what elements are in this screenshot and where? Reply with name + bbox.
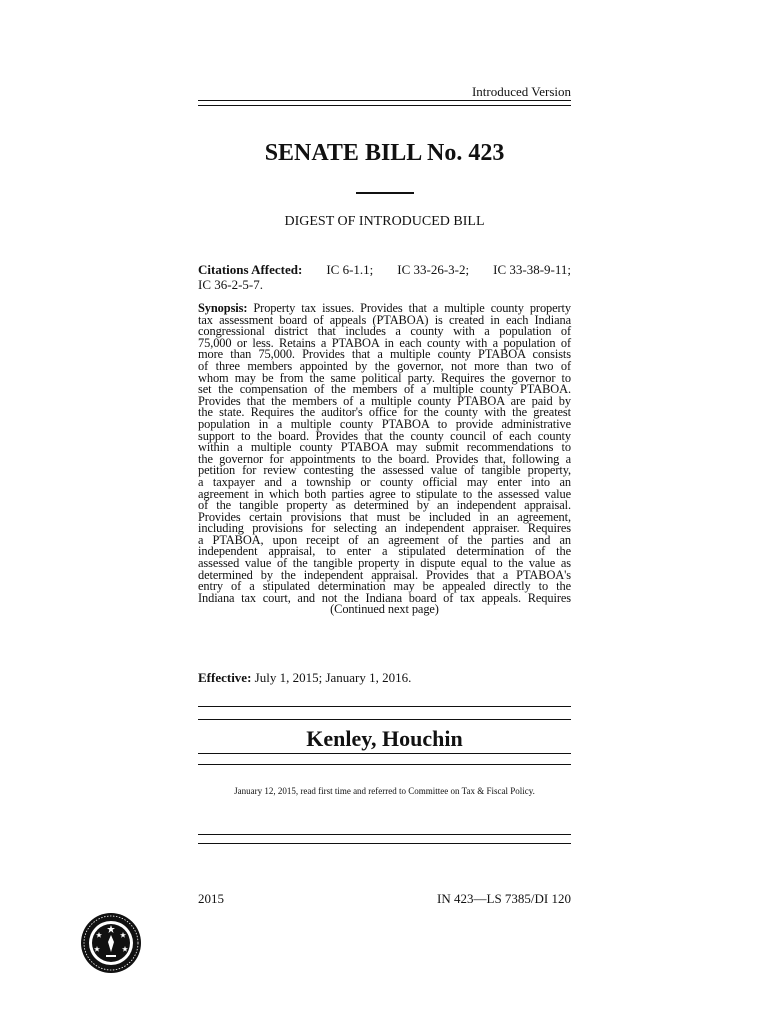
- header-rule-bottom: [198, 105, 571, 106]
- synopsis-line: a PTABOA, upon receipt of an agreement of the parties and an: [198, 532, 571, 547]
- synopsis-line: including provisions for selecting an independent appraiser. Requires: [198, 521, 571, 536]
- synopsis-line: entry of a stipulated determination may be appealed directly to the: [198, 579, 571, 594]
- version-label: Introduced Version: [471, 84, 571, 99]
- indiana-state-seal-icon: [80, 912, 142, 974]
- citation-4: IC 36-2-5-7.: [198, 277, 263, 292]
- authors-rule-4: [198, 764, 571, 765]
- effective-label: Effective:: [198, 670, 252, 685]
- digest-heading: DIGEST OF INTRODUCED BILL: [284, 214, 485, 229]
- synopsis-line: Provides certain provisions that must be included in an agreement,: [198, 509, 571, 524]
- synopsis-line-text: Property tax issues. Provides that a multiple county property: [247, 301, 571, 315]
- synopsis-label: Synopsis:: [198, 301, 248, 315]
- synopsis-line: the governor for appointments to the board. Provides that, following a: [198, 451, 571, 466]
- bill-title: SENATE BILL No. 423: [264, 140, 505, 166]
- synopsis-line: set the compensation of the members of a multiple county PTABOA.: [198, 382, 571, 397]
- synopsis-line: of three members appointed by the governor, not more than two of: [198, 358, 571, 373]
- synopsis-line: Indiana tax court, and not the Indiana board of tax appeals. Requires: [198, 590, 571, 605]
- synopsis-line: tax assessment board of appeals (PTABOA) is created in each Indiana: [198, 312, 571, 327]
- effective-value: July 1, 2015; January 1, 2016.: [254, 670, 412, 685]
- bill-authors: Kenley, Houchin: [306, 726, 463, 751]
- synopsis-line: Provides that the members of a multiple county PTABOA are paid by: [198, 393, 571, 408]
- title-underline: [356, 192, 414, 194]
- synopsis-line: 75,000 or less. Retains a PTABOA in each county with a population of: [198, 335, 571, 350]
- citations-label: Citations Affected:: [198, 262, 303, 277]
- authors-rule-3: [198, 753, 571, 754]
- synopsis-line: more than 75,000. Provides that a multiple county PTABOA consists: [198, 347, 571, 362]
- synopsis-line: congressional district that includes a county with a population of: [198, 324, 571, 339]
- session-year: 2015: [198, 891, 224, 906]
- synopsis-line: population in a multiple county PTABOA to provide administrative: [198, 416, 571, 431]
- synopsis-line: a taxpayer and a township or county official may enter into an: [198, 474, 571, 489]
- synopsis-line: petition for review contesting the assessed value of tangible property,: [198, 463, 571, 478]
- seal-graphic: [80, 912, 142, 974]
- citations-affected: [198, 262, 571, 292]
- effective-dates: [198, 670, 571, 686]
- synopsis-line: support to the board. Provides that the county council of each county: [198, 428, 571, 443]
- referral-note: January 12, 2015, read first time and referred to Committee on Tax & Fiscal Policy.: [234, 786, 535, 796]
- continued-note: (Continued next page): [330, 602, 439, 617]
- synopsis-line: within a multiple county PTABOA may submit recommendations to: [198, 440, 571, 455]
- synopsis-line: determined by the independent appraisal. Provides that a PTABOA's: [198, 567, 571, 582]
- synopsis-line: independent appraisal, to enter a stipulated determination of the: [198, 544, 571, 559]
- footer-rule-bottom: [198, 843, 571, 844]
- citation-2: IC 33-26-3-2;: [397, 262, 470, 277]
- authors-rule-1: [198, 706, 571, 707]
- synopsis-line: assessed value of the tangible property in dispute equal to the value as: [198, 556, 571, 571]
- authors-rule-2: [198, 719, 571, 720]
- header-rule-top: [198, 100, 571, 101]
- citation-1: IC 6-1.1;: [326, 262, 374, 277]
- document-number: IN 423—LS 7385/DI 120: [437, 891, 571, 906]
- synopsis-line: agreement in which both parties agree to stipulate to the assessed value: [198, 486, 571, 501]
- citation-3: IC 33-38-9-11;: [493, 262, 571, 277]
- synopsis-text: [198, 303, 571, 604]
- footer-rule-top: [198, 834, 571, 835]
- synopsis: [198, 303, 571, 616]
- synopsis-line: the state. Requires the auditor's office for the county with the greatest: [198, 405, 571, 420]
- synopsis-line: of the tangible property as determined by an independent appraisal.: [198, 498, 571, 513]
- synopsis-line: whom may be from the same political party. Requires the governor to: [198, 370, 571, 385]
